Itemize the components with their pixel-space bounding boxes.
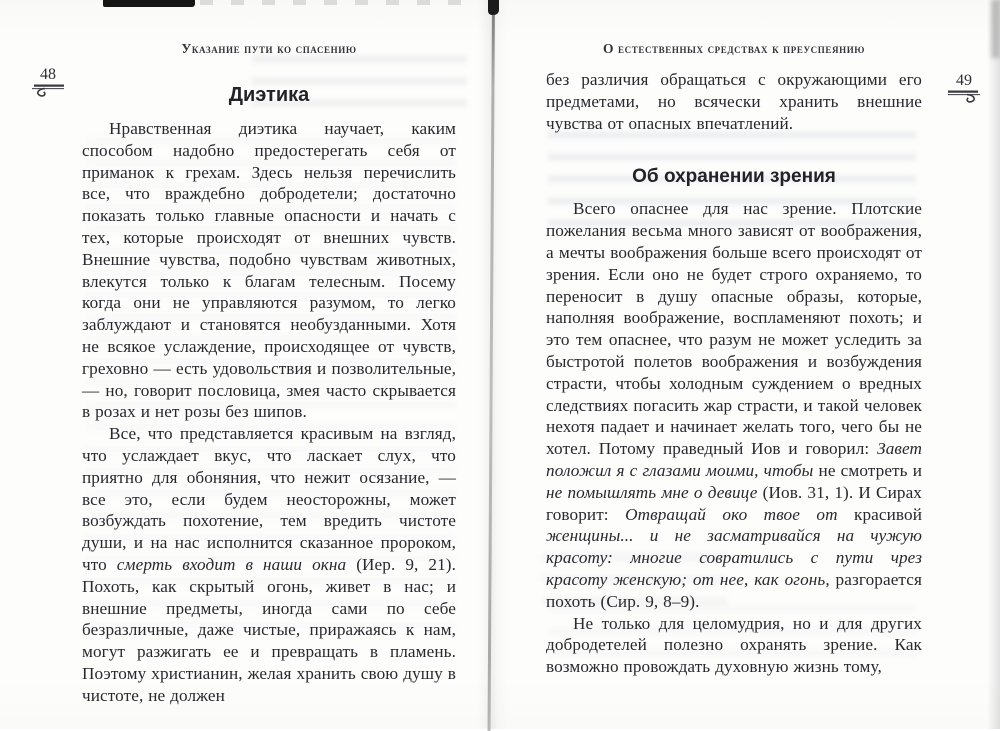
left-page-body [82, 118, 456, 707]
left-page [82, 42, 456, 707]
right-page [546, 42, 922, 678]
gutter-shadow [478, 0, 510, 729]
paragraph: Нравственная диэтика научает, каким способом надобно предостерегать себя от приманок к грехам. Здесь нельзя перечислить все, что враждебно добродетели; достаточно показать только главные опасности и начать с тех, которые происходят от внешних чувств. Внешние чувства, подобно чувствам животных, влекутся только к благам телесным. Посему когда они не управляются разумом, то легко заблуждают и становятся необузданными. Хотя не всякое услаждение, происходящее от чувств, греховно — есть удовольствия и позволительные, — но, говорит пословица, змея часто скрывается в розах и нет розы без шипов. [82, 119, 456, 422]
right-page-body [546, 198, 922, 678]
page-number-left-value: 48 [40, 66, 56, 83]
right-page-continuation [546, 69, 922, 134]
page-ornament-icon [947, 90, 981, 103]
scan-artifact-top-bar [103, 0, 195, 7]
running-header-right: О естественных средствах к преуспеянию [602, 41, 866, 56]
page-number-left [26, 66, 70, 97]
scan-artifact-top-dashes [200, 0, 465, 5]
page-number-right [942, 72, 986, 103]
paragraph: Не только для целомудрия, но и для других добродетелей полезно охранять зрение. Как возможно провождать духовную жизнь тому, [546, 613, 922, 677]
section-title: Об охранении зрения [632, 166, 836, 188]
paragraph: без различия обращаться с окружающими его предметами, но всячески хранить внешние чувства от опасных впечатлений. [546, 70, 922, 133]
paragraph: Все, что представляется красивым на взгляд, что услаждает вкус, что ласкает слух, что приятно для обоняния, что нежит осязание, — все это, если будем неосторожны, может возбуждать похотение, тем вредить чистоте души, и на нас исполнится сказанное пророком, что смерть входит в наши окна (Иер. 9, 21). Похоть, как скрытый огонь, живет в нас; и внешние предметы, иногда сами по себе безразличные, даже чистые, приражаясь к нам, могут разжигать ее и превращать в пламень. Поэтому христианин, желая хранить свою душу в чистоте, не должен [82, 424, 456, 705]
page-edge-shade [987, 0, 1000, 729]
scan-artifact-right-corner [991, 0, 1000, 58]
chapter-title: Диэтика [228, 84, 310, 106]
scan-artifact-gutter-top [488, 0, 499, 15]
gutter-crease-line [488, 0, 495, 731]
paragraph: Всего опаснее для нас зрение. Плотские пожелания весьма много зависят от воображения, а мечты воображения больше всего происходят от зрения. Если оно не будет строго охраняемо, то переносит в душу опасные образы, которые, наполняя воображение, воспламеняют похоть; и это тем опаснее, что разум не может уследить за быстротой полетов воображения и возбуждения страсти, чтобы холодным суждением о вредных следствиях погасить жар страсти, и такой человек нехотя падает и начинает желать того, чего бы не хотел. Потому праведный Иов и говорил: Завет положил я с глазами моими, чтобы не смотреть и не помышлять мне о девице (Иов. 31, 1). И Сирах говорит: Отвращай око твое от красивой женщины... и не засматривайся на чужую красоту: многие совратились с пути чрез красоту женскую; от нее, как огонь, разгорается похоть (Сир. 9, 8–9). [546, 199, 922, 611]
page-ornament-icon [31, 84, 65, 97]
running-header-left: Указание пути ко спасению [181, 41, 357, 56]
page-number-right-value: 49 [956, 72, 972, 89]
